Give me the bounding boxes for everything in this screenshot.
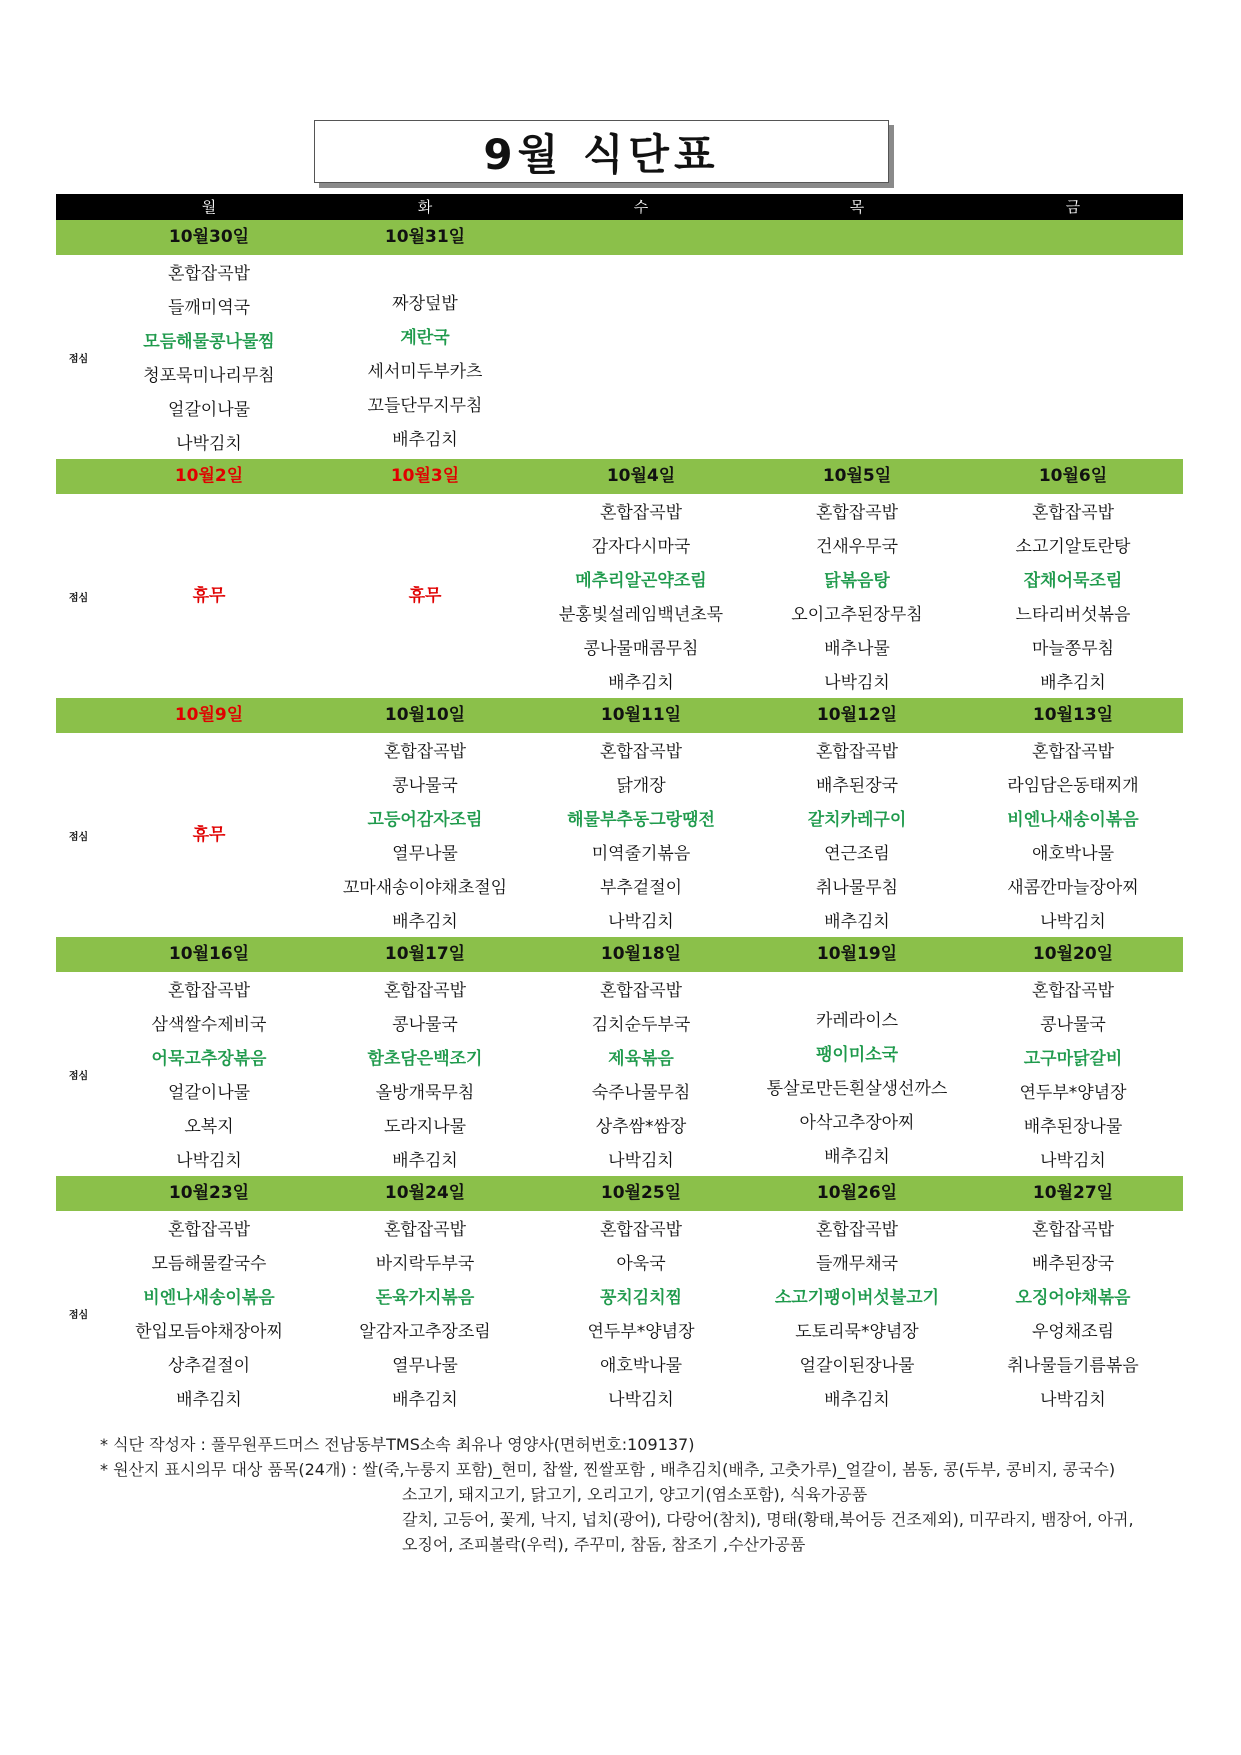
main-dish: 제육볶음	[608, 1049, 674, 1069]
dish-item: 통살로만든흰살생선까스	[766, 1079, 948, 1099]
dish-item: 연두부*양념장	[1019, 1083, 1127, 1103]
dish-item: 얼갈이된장나물	[799, 1356, 915, 1376]
holiday-label: 휴무	[192, 825, 226, 845]
dish-item: 감자다시마국	[591, 537, 691, 557]
dish-item: 아욱국	[616, 1254, 666, 1274]
dish-item: 혼합잡곡밥	[383, 1220, 467, 1240]
date-cell: 10월11일	[600, 705, 682, 725]
dish-item: 혼합잡곡밥	[167, 264, 251, 284]
menu-column	[965, 494, 1181, 698]
dish-item: 한입모듬야채장아찌	[135, 1322, 283, 1342]
meal-label: 점심	[68, 592, 89, 604]
lunch-row	[56, 494, 1183, 698]
weekday-fri: 금	[1065, 198, 1081, 216]
main-dish: 어묵고추장볶음	[151, 1049, 267, 1069]
dish-item: 혼합잡곡밥	[167, 1220, 251, 1240]
dish-item: 배추김치	[392, 1151, 458, 1171]
date-cell: 10월25일	[600, 1183, 682, 1203]
dish-item: 배추나물	[824, 639, 890, 659]
dish-item: 배추김치	[392, 430, 458, 450]
main-dish: 돈육가지볶음	[375, 1288, 475, 1308]
dish-item: 연두부*양념장	[587, 1322, 695, 1342]
main-dish: 꽁치김치찜	[599, 1288, 683, 1308]
date-cell	[533, 220, 749, 255]
dish-item: 부추겉절이	[599, 878, 683, 898]
dish-item: 청포묵미나리무침	[143, 366, 275, 386]
dish-item: 혼합잡곡밥	[1031, 981, 1115, 1001]
dish-item: 도토리묵*양념장	[795, 1322, 919, 1342]
date-cell: 10월23일	[168, 1183, 250, 1203]
dish-item: 소고기알토란탕	[1015, 537, 1131, 557]
date-cell: 10월4일	[606, 466, 676, 486]
dish-item: 얼갈이나물	[167, 1083, 251, 1103]
menu-column	[749, 255, 965, 459]
menu-column	[965, 255, 1181, 459]
meal-table	[56, 194, 1183, 1415]
dish-item: 상추겉절이	[167, 1356, 251, 1376]
dish-item: 열무나물	[392, 844, 458, 864]
main-dish: 소고기팽이버섯불고기	[774, 1288, 940, 1308]
dish-item: 짜장덮밥	[392, 294, 458, 314]
main-dish: 모듬해물콩나물찜	[143, 332, 275, 352]
menu-column	[533, 255, 749, 459]
lunch-row	[56, 1211, 1183, 1415]
dish-item: 혼합잡곡밥	[815, 1220, 899, 1240]
weeks-container	[56, 220, 1183, 1415]
menu-column	[317, 494, 533, 698]
footer-meat: 소고기, 돼지고기, 닭고기, 오리고기, 양고기(염소포함), 식육가공품	[402, 1485, 868, 1504]
date-row	[56, 698, 1183, 733]
menu-column	[101, 494, 317, 698]
dish-item: 새콤깐마늘장아찌	[1007, 878, 1139, 898]
page-title: 9월 식단표	[483, 129, 720, 179]
dish-item: 숙주나물무침	[591, 1083, 691, 1103]
menu-column	[317, 733, 533, 937]
date-cell: 10월2일	[174, 466, 244, 486]
date-row	[56, 220, 1183, 255]
dish-item: 애호박나물	[1031, 844, 1115, 864]
dish-item: 배추된장국	[815, 776, 899, 796]
dish-item: 들깨미역국	[167, 298, 251, 318]
menu-column	[533, 1211, 749, 1415]
dish-item: 느타리버섯볶음	[1015, 605, 1131, 625]
date-row	[56, 937, 1183, 972]
dish-item: 김치순두부국	[591, 1015, 691, 1035]
week-block	[56, 220, 1183, 459]
menu-column	[965, 1211, 1181, 1415]
weekday-wed: 수	[633, 198, 649, 216]
menu-column	[749, 1211, 965, 1415]
menu-column	[317, 255, 533, 459]
footer-notes	[100, 1432, 1180, 1557]
date-cell: 10월18일	[600, 944, 682, 964]
dish-item: 혼합잡곡밥	[1031, 1220, 1115, 1240]
dish-item: 열무나물	[392, 1356, 458, 1376]
meal-label: 점심	[68, 353, 89, 365]
main-dish: 고등어감자조림	[367, 810, 483, 830]
date-cell: 10월16일	[168, 944, 250, 964]
dish-item: 혼합잡곡밥	[599, 503, 683, 523]
main-dish: 고구마닭갈비	[1023, 1049, 1123, 1069]
dish-item: 혼합잡곡밥	[383, 981, 467, 1001]
date-cell: 10월31일	[384, 227, 466, 247]
dish-item: 혼합잡곡밥	[815, 503, 899, 523]
weekday-tue: 화	[417, 198, 433, 216]
dish-item: 마늘쫑무침	[1031, 639, 1115, 659]
date-cell: 10월13일	[1032, 705, 1114, 725]
date-cell: 10월26일	[816, 1183, 898, 1203]
dish-item: 꼬들단무지무침	[367, 396, 483, 416]
dish-item: 오이고추된장무침	[791, 605, 923, 625]
dish-item: 배추김치	[392, 1390, 458, 1410]
dish-item: 알감자고추장조림	[359, 1322, 491, 1342]
dish-item: 배추김치	[608, 673, 674, 693]
date-cell: 10월10일	[384, 705, 466, 725]
lunch-row	[56, 972, 1183, 1176]
holiday-label: 휴무	[192, 586, 226, 606]
dish-item: 도라지나물	[383, 1117, 467, 1137]
dish-item: 나박김치	[1040, 912, 1106, 932]
dish-item: 나박김치	[608, 912, 674, 932]
dish-item: 배추김치	[392, 912, 458, 932]
weekday-header	[56, 194, 1183, 220]
holiday-label: 휴무	[408, 586, 442, 606]
dish-item: 배추김치	[824, 912, 890, 932]
footer-fish: 갈치, 고등어, 꽃게, 낙지, 넙치(광어), 다랑어(참치), 명태(황태,북어등 건조제외), 미꾸라지, 뱀장어, 아귀,	[402, 1510, 1134, 1529]
main-dish: 비엔나새송이볶음	[143, 1288, 275, 1308]
dish-item: 취나물들기름볶음	[1007, 1356, 1139, 1376]
dish-item: 콩나물국	[392, 1015, 458, 1035]
dish-item: 상추쌈*쌈장	[595, 1117, 687, 1137]
meal-label: 점심	[68, 1309, 89, 1321]
week-block	[56, 459, 1183, 698]
dish-item: 라임담은동태찌개	[1007, 776, 1139, 796]
date-cell	[749, 220, 965, 255]
dish-item: 혼합잡곡밥	[1031, 742, 1115, 762]
dish-item: 배추김치	[824, 1147, 890, 1167]
date-cell: 10월19일	[816, 944, 898, 964]
date-cell: 10월24일	[384, 1183, 466, 1203]
date-cell	[965, 220, 1181, 255]
weekday-thu: 목	[849, 198, 865, 216]
main-dish: 오징어야채볶음	[1015, 1288, 1131, 1308]
dish-item: 나박김치	[824, 673, 890, 693]
dish-item: 세서미두부카츠	[367, 362, 483, 382]
dish-item: 혼합잡곡밥	[599, 742, 683, 762]
footer-seafood: 오징어, 조피볼락(우럭), 주꾸미, 참돔, 참조기 ,수산가공품	[402, 1535, 806, 1554]
dish-item: 연근조림	[824, 844, 890, 864]
menu-column	[533, 494, 749, 698]
dish-item: 혼합잡곡밥	[383, 742, 467, 762]
dish-item: 오복지	[184, 1117, 234, 1137]
dish-item: 나박김치	[176, 434, 242, 454]
week-block	[56, 937, 1183, 1176]
dish-item: 콩나물국	[392, 776, 458, 796]
main-dish: 잡채어묵조림	[1023, 571, 1123, 591]
lunch-row	[56, 733, 1183, 937]
date-cell: 10월9일	[174, 705, 244, 725]
week-block	[56, 698, 1183, 937]
dish-item: 나박김치	[608, 1151, 674, 1171]
footer-author: * 식단 작성자 : 풀무원푸드머스 전남동부TMS소속 최유나 영양사(면허번호:109137)	[100, 1435, 695, 1454]
menu-column	[749, 494, 965, 698]
dish-item: 바지락두부국	[375, 1254, 475, 1274]
footer-origin: * 원산지 표시의무 대상 품목(24개) : 쌀(죽,누룽지 포함)_현미, 찹쌀, 찐쌀포함 , 배추김치(배추, 고춧가루)_얼갈이, 봄동, 콩(두부, 콩비지, 콩국수)	[100, 1460, 1116, 1479]
meal-label: 점심	[68, 1070, 89, 1082]
dish-item: 건새우무국	[815, 537, 899, 557]
main-dish: 갈치카레구이	[807, 810, 907, 830]
dish-item: 미역줄기볶음	[591, 844, 691, 864]
main-dish: 함초담은백조기	[367, 1049, 483, 1069]
menu-column	[533, 972, 749, 1176]
menu-column	[749, 972, 965, 1176]
lunch-row	[56, 255, 1183, 459]
date-cell: 10월30일	[168, 227, 250, 247]
dish-item: 들깨무채국	[815, 1254, 899, 1274]
menu-column	[317, 972, 533, 1176]
main-dish: 닭볶음탕	[824, 571, 890, 591]
dish-item: 애호박나물	[599, 1356, 683, 1376]
menu-column	[101, 733, 317, 937]
dish-item: 나박김치	[608, 1390, 674, 1410]
menu-column	[317, 1211, 533, 1415]
week-block	[56, 1176, 1183, 1415]
meal-label: 점심	[68, 831, 89, 843]
dish-item: 카레라이스	[815, 1011, 899, 1031]
dish-item: 올방개묵무침	[375, 1083, 475, 1103]
dish-item: 배추된장국	[1031, 1254, 1115, 1274]
date-row	[56, 459, 1183, 494]
date-cell: 10월6일	[1038, 466, 1108, 486]
date-cell: 10월5일	[822, 466, 892, 486]
dish-item: 닭개장	[616, 776, 666, 796]
date-cell: 10월17일	[384, 944, 466, 964]
dish-item: 배추김치	[176, 1390, 242, 1410]
dish-item: 나박김치	[1040, 1390, 1106, 1410]
main-dish: 메추리알곤약조림	[575, 571, 707, 591]
dish-item: 우엉채조림	[1031, 1322, 1115, 1342]
date-cell: 10월20일	[1032, 944, 1114, 964]
date-row	[56, 1176, 1183, 1211]
main-dish: 해물부추동그랑땡전	[567, 810, 715, 830]
menu-column	[101, 255, 317, 459]
menu-column	[101, 972, 317, 1176]
dish-item: 콩나물매콤무침	[583, 639, 699, 659]
dish-item: 아삭고추장아찌	[799, 1113, 915, 1133]
dish-item: 분홍빛설레임백년초묵	[558, 605, 724, 625]
dish-item: 혼합잡곡밥	[599, 981, 683, 1001]
dish-item: 혼합잡곡밥	[815, 742, 899, 762]
menu-column	[749, 733, 965, 937]
menu-column	[101, 1211, 317, 1415]
dish-item: 콩나물국	[1040, 1015, 1106, 1035]
date-cell: 10월12일	[816, 705, 898, 725]
title-box	[314, 120, 889, 183]
dish-item: 배추김치	[824, 1390, 890, 1410]
dish-item: 삼색쌀수제비국	[151, 1015, 267, 1035]
dish-item: 얼갈이나물	[167, 400, 251, 420]
date-cell: 10월27일	[1032, 1183, 1114, 1203]
menu-column	[965, 972, 1181, 1176]
dish-item: 혼합잡곡밥	[599, 1220, 683, 1240]
date-cell: 10월3일	[390, 466, 460, 486]
dish-item: 혼합잡곡밥	[167, 981, 251, 1001]
dish-item: 혼합잡곡밥	[1031, 503, 1115, 523]
main-dish: 비엔나새송이볶음	[1007, 810, 1139, 830]
weekday-mon: 월	[201, 198, 217, 216]
dish-item: 취나물무침	[815, 878, 899, 898]
dish-item: 나박김치	[1040, 1151, 1106, 1171]
dish-item: 배추김치	[1040, 673, 1106, 693]
main-dish: 계란국	[400, 328, 450, 348]
menu-column	[965, 733, 1181, 937]
menu-column	[533, 733, 749, 937]
dish-item: 배추된장나물	[1023, 1117, 1123, 1137]
main-dish: 팽이미소국	[815, 1045, 899, 1065]
dish-item: 나박김치	[176, 1151, 242, 1171]
dish-item: 모듬해물칼국수	[151, 1254, 267, 1274]
dish-item: 꼬마새송이야채초절임	[342, 878, 508, 898]
